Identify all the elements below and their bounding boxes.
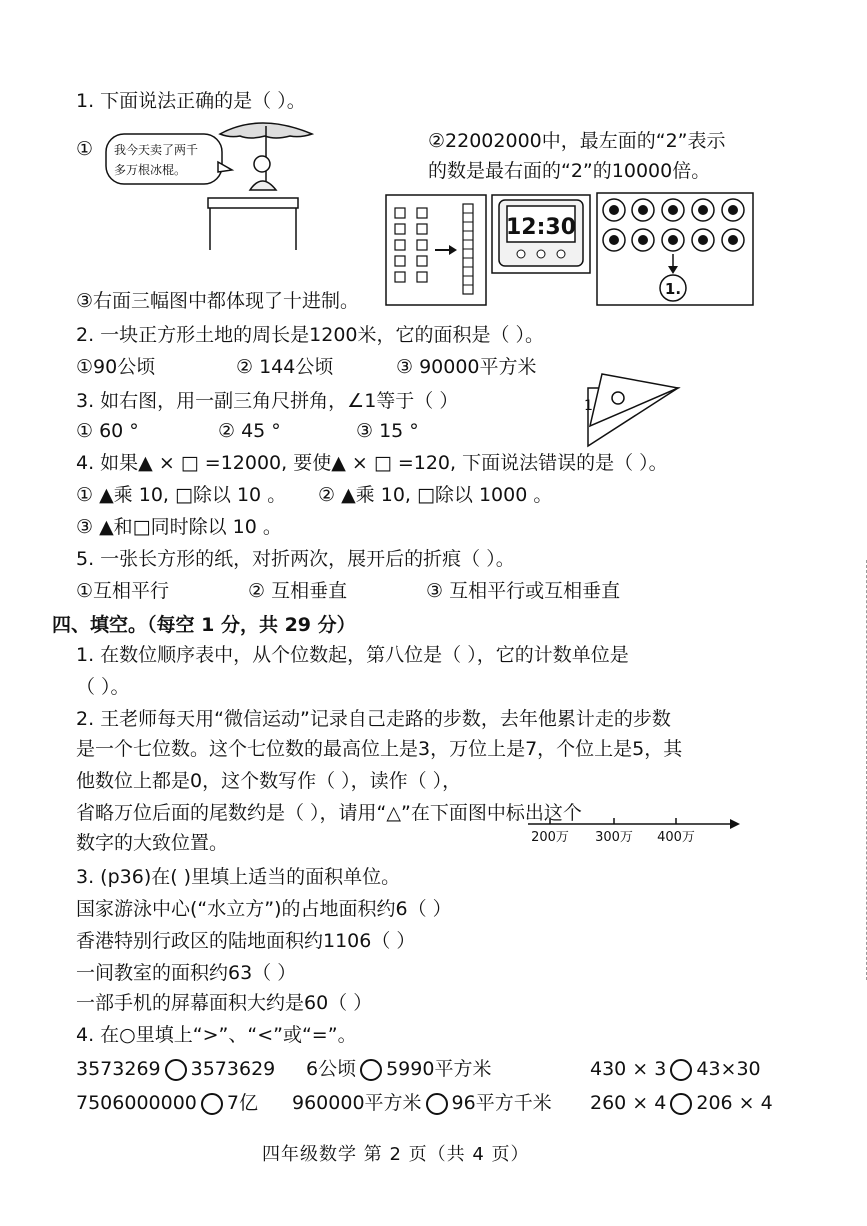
fill4-stem: 4. 在○里填上“>”、“<”或“=”。	[76, 1024, 357, 1046]
q4-option3: ③ ▲和□同时除以 10 。	[76, 516, 282, 538]
compare-5-circle[interactable]	[426, 1093, 448, 1115]
compare-1	[76, 1056, 275, 1082]
compare-6-right: 206 × 4	[696, 1092, 773, 1114]
q2-option1: ①90公顷	[76, 356, 156, 378]
fill3-line2: 香港特别行政区的陆地面积约1106（ ）	[76, 930, 416, 952]
q2-stem: 2. 一块正方形土地的周长是1200米，它的面积是（ ）。	[76, 324, 545, 346]
axis-label-300: 300万	[595, 830, 633, 845]
q3-stem: 3. 如右图，用一副三角尺拼角，∠1等于（ ）	[76, 390, 459, 412]
q1-stem: 1. 下面说法正确的是（ ）。	[76, 90, 306, 112]
compare-2-circle[interactable]	[360, 1059, 382, 1081]
ice-vendor-illustration	[100, 112, 320, 252]
compare-5-right: 96平方千米	[451, 1092, 552, 1114]
cubes-picture	[385, 194, 487, 306]
q3-option3: ③ 15 °	[356, 420, 419, 442]
q1-option3: ③右面三幅图中都体现了十进制。	[76, 290, 360, 312]
angle-label: 1	[584, 398, 593, 414]
q1-option2-line1: ②22002000中，最左面的“2”表示	[428, 130, 726, 152]
compare-4-left: 7506000000	[76, 1092, 197, 1114]
compare-3-left: 430 × 3	[590, 1058, 667, 1080]
fill2-line5: 数字的大致位置。	[76, 832, 229, 854]
compare-6-circle[interactable]	[670, 1093, 692, 1115]
compare-1-left: 3573269	[76, 1058, 161, 1080]
q3-option1: ① 60 °	[76, 420, 139, 442]
clock-time: 12:30	[505, 215, 577, 240]
q3-option2: ② 45 °	[218, 420, 281, 442]
q4-option2: ② ▲乘 10, □除以 1000 。	[318, 484, 553, 506]
compare-6	[590, 1090, 773, 1116]
compare-3	[590, 1056, 761, 1082]
q5-option3: ③ 互相平行或互相垂直	[426, 580, 621, 602]
section4-title: 四、填空。（每空 1 分，共 29 分）	[52, 614, 356, 636]
compare-4	[76, 1090, 258, 1116]
bubble-line1: 我今天卖了两千	[114, 143, 199, 157]
axis-label-400: 400万	[657, 830, 695, 845]
compare-1-right: 3573629	[190, 1058, 276, 1080]
fill3-line1: 国家游泳中心(“水立方”)的占地面积约6（ ）	[76, 898, 452, 920]
q1-option1-number: ①	[76, 138, 94, 160]
page-footer: 四年级数学 第 2 页（共 4 页）	[262, 1144, 530, 1165]
q1-option2-line2: 的数是最右面的“2”的10000倍。	[428, 160, 711, 182]
compare-1-circle[interactable]	[165, 1059, 187, 1081]
q4-option1: ① ▲乘 10, □除以 10 。	[76, 484, 287, 506]
compare-4-circle[interactable]	[201, 1093, 223, 1115]
fill2-line2: 是一个七位数。这个七位数的最高位上是3，万位上是7，个位上是5，其	[76, 738, 683, 760]
triangle-rulers-figure	[578, 372, 682, 448]
fill2-line4: 省略万位后面的尾数约是（ ），请用“△”在下面图中标出这个	[76, 802, 582, 824]
coin-label: 1.	[664, 280, 682, 298]
compare-4-right: 7亿	[226, 1092, 258, 1114]
fill1-line2: （ ）。	[76, 676, 130, 698]
binding-edge-divider	[860, 560, 867, 980]
fill2-line1: 2. 王老师每天用“微信运动”记录自己走路的步数，去年他累计走的步数	[76, 708, 671, 730]
q5-option2: ② 互相垂直	[248, 580, 348, 602]
compare-3-right: 43×30	[696, 1058, 761, 1080]
number-line	[526, 814, 742, 848]
q5-option1: ①互相平行	[76, 580, 170, 602]
coins-picture	[596, 192, 754, 306]
compare-6-left: 260 × 4	[590, 1092, 667, 1114]
fill2-line3: 他数位上都是0，这个数写作（ ），读作（ ），	[76, 770, 462, 792]
q4-stem: 4. 如果▲ × □ =12000, 要使▲ × □ =120, 下面说法错误的是（ ）。	[76, 452, 668, 474]
fill1-line1: 1. 在数位顺序表中，从个位数起，第八位是（ ），它的计数单位是	[76, 644, 629, 666]
fill3-stem: 3. (p36)在( )里填上适当的面积单位。	[76, 866, 401, 888]
compare-5-left: 960000平方米	[292, 1092, 422, 1114]
q2-option2: ② 144公顷	[236, 356, 334, 378]
q5-stem: 5. 一张长方形的纸，对折两次，展开后的折痕（ ）。	[76, 548, 515, 570]
axis-label-200: 200万	[531, 830, 569, 845]
compare-2	[306, 1056, 491, 1082]
compare-2-left: 6公顷	[306, 1058, 357, 1080]
compare-5	[292, 1090, 552, 1116]
q2-option3: ③ 90000平方米	[396, 356, 537, 378]
compare-3-circle[interactable]	[670, 1059, 692, 1081]
fill3-line3: 一间教室的面积约63（ ）	[76, 962, 297, 984]
compare-2-right: 5990平方米	[386, 1058, 492, 1080]
bubble-line2: 多万根冰棍。	[114, 163, 187, 177]
clock-picture	[491, 194, 591, 274]
fill3-line4: 一部手机的屏幕面积大约是60（ ）	[76, 992, 373, 1014]
